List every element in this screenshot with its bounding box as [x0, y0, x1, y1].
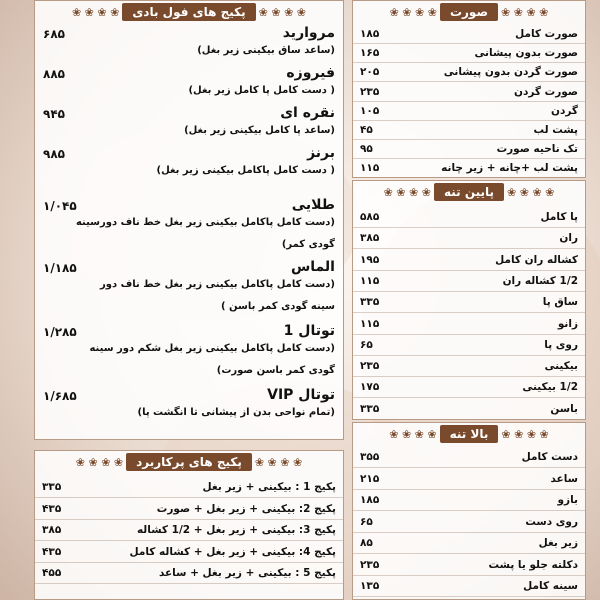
item-price: ۱۹۵: [360, 253, 380, 266]
upper-body-panel: [352, 422, 586, 600]
price-row: [353, 490, 585, 511]
package-name: توتال 1: [283, 323, 335, 339]
package-description: گودی کمر): [281, 239, 335, 250]
item-label: سینه کامل: [523, 580, 578, 592]
item-label: صورت کامل: [515, 28, 578, 40]
price-row: [353, 335, 585, 356]
item-label: بازو: [557, 494, 578, 506]
item-price: ۴۵۵: [42, 567, 62, 579]
price-row: [353, 533, 585, 554]
price-row: [353, 250, 585, 271]
flower-ornament-icon: ❀ ❀ ❀ ❀: [389, 427, 437, 441]
item-price: ۳۸۵: [360, 232, 380, 245]
item-label: پشت لب: [533, 124, 578, 136]
item-price: ۴۳۵: [42, 545, 62, 558]
item-price: ۲۳۵: [360, 360, 380, 373]
package-name: الماس: [290, 259, 335, 275]
item-label: پکیج 2: بیکینی + زیر بغل + صورت: [156, 502, 336, 515]
item-label: کشاله ران کامل: [495, 253, 578, 266]
package-name: فیروزه: [286, 65, 335, 81]
package-description: سینه گودی کمر باسن ): [220, 301, 335, 312]
price-row: [35, 542, 343, 563]
item-price: ۳۸۵: [42, 524, 62, 536]
item-label: روی دست: [525, 515, 578, 528]
section-title: صورت: [440, 3, 498, 21]
item-price: ۱۶۵: [360, 47, 380, 60]
flower-ornament-icon: ❀ ❀ ❀ ❀: [501, 5, 549, 19]
flower-ornament-icon: ❀ ❀ ❀ ❀: [501, 427, 549, 441]
item-label: دست کامل: [521, 451, 578, 463]
price-row: [35, 563, 343, 584]
item-price: ۸۵: [360, 537, 373, 549]
price-row: [353, 292, 585, 313]
price-row: [353, 44, 585, 63]
package-name: توتال VIP: [267, 387, 335, 403]
item-price: ۵۸۵: [360, 211, 380, 223]
item-price: ۱۱۵: [360, 317, 380, 330]
lower-body-header: [353, 181, 585, 203]
item-label: پکیج 5 : بیکینی + زیر بغل + ساعد: [158, 567, 336, 579]
flower-ornament-icon: ❀ ❀ ❀ ❀: [254, 455, 303, 469]
package-description: (تمام نواحی بدن از پیشانی تا انگشت پا): [137, 407, 335, 418]
package-description: گودی کمر باسن صورت): [216, 365, 335, 376]
item-price: ۱۰۵: [360, 104, 380, 117]
package-name: برنز: [307, 145, 335, 161]
package-description: ( دست کامل پاکامل بیکینی زیر بغل): [156, 165, 335, 176]
package-description: (دست کامل پاکامل بیکینی زیر بغل خط ناف دورسینه: [75, 217, 335, 228]
price-row: [35, 499, 343, 520]
package-description: (ساعد ساق بیکینی زیر بغل): [197, 45, 335, 56]
item-price: ۱۸۵: [360, 28, 380, 40]
price-row: [35, 477, 343, 498]
item-price: ۴۳۵: [42, 502, 62, 515]
item-label: زانو: [557, 317, 578, 330]
full-body-header: [35, 1, 343, 23]
price-row: [35, 520, 343, 541]
item-price: ۱۸۵: [360, 494, 380, 506]
item-price: ۲۳۵: [360, 558, 380, 571]
item-price: ۲۱۵: [360, 472, 380, 485]
item-label: پشت لب +چانه + زیر چانه: [441, 162, 578, 175]
item-price: ۴۵: [360, 124, 373, 136]
flower-ornament-icon: ❀ ❀ ❀ ❀: [71, 5, 120, 19]
item-price: ۳۳۵: [360, 402, 380, 415]
package-price: ۱/۰۴۵: [43, 199, 77, 213]
price-row: [353, 356, 585, 377]
item-price: ۱۱۵: [360, 274, 380, 287]
package-price: ۱/۲۸۵: [43, 325, 77, 339]
item-label: گردن: [551, 104, 578, 117]
item-label: زیر بغل: [538, 537, 578, 549]
full-body-packages-panel: [34, 0, 344, 440]
flower-ornament-icon: ❀ ❀ ❀ ❀: [383, 185, 431, 199]
item-label: تک ناحیه صورت: [496, 143, 578, 156]
package-price: ۱/۱۸۵: [43, 261, 77, 275]
package-price: ۱/۶۸۵: [43, 389, 77, 403]
popular-header: [35, 451, 343, 473]
flower-ornament-icon: ❀ ❀ ❀ ❀: [75, 455, 124, 469]
flower-ornament-icon: ❀ ❀ ❀ ❀: [507, 185, 555, 199]
item-price: ۹۵: [360, 143, 373, 156]
lower-body-panel: [352, 180, 586, 420]
item-label: 1/2 بیکینی: [522, 381, 578, 394]
price-row: [353, 555, 585, 576]
item-price: ۲۳۵: [360, 85, 380, 98]
item-price: ۱۷۵: [360, 381, 380, 394]
section-title: بالا تنه: [440, 425, 499, 443]
item-label: ساعد: [550, 472, 578, 485]
package-price: ۸۸۵: [43, 67, 65, 81]
item-label: روی پا: [544, 338, 578, 351]
item-label: پکیج 4: بیکینی + زیر بغل + کشاله کامل: [129, 545, 336, 558]
price-row: [353, 83, 585, 102]
item-label: ساق پا: [542, 296, 578, 309]
item-label: بیکینی: [544, 360, 578, 373]
price-row: [353, 121, 585, 140]
price-row: [353, 512, 585, 533]
package-price: ۹۴۵: [43, 107, 65, 121]
item-price: ۱۱۵: [360, 162, 380, 175]
item-price: ۶۵: [360, 515, 373, 528]
package-price: ۶۸۵: [43, 27, 65, 41]
package-price: ۹۸۵: [43, 147, 65, 161]
item-label: پکیج 3: بیکینی + زیر بغل + 1/2 کشاله: [136, 524, 336, 536]
face-panel: [352, 0, 586, 178]
price-row: [353, 102, 585, 121]
item-price: ۲۰۵: [360, 66, 380, 79]
item-price: ۱۳۵: [360, 580, 380, 592]
price-row: [353, 377, 585, 398]
item-label: پکیج 1 : بیکینی + زیر بغل: [202, 481, 336, 493]
item-price: ۳۵۵: [360, 451, 380, 463]
popular-packages-panel: [34, 450, 344, 600]
section-title: پکیج های پرکاربرد: [126, 453, 252, 471]
package-description: (دست کامل پاکامل بیکینی زیر بغل خط ناف دور: [100, 279, 335, 290]
flower-ornament-icon: ❀ ❀ ❀ ❀: [389, 5, 437, 19]
flower-ornament-icon: ❀ ❀ ❀ ❀: [258, 5, 307, 19]
package-name: نقره ای: [280, 105, 335, 121]
price-row: [353, 228, 585, 249]
price-row: [353, 140, 585, 159]
package-description: ( دست کامل پا کامل زیر بغل): [188, 85, 335, 96]
item-price: ۳۳۵: [360, 296, 380, 309]
price-row: [353, 314, 585, 335]
item-price: ۶۵: [360, 338, 373, 351]
price-row: [353, 207, 585, 228]
item-label: صورت گردن: [514, 85, 578, 98]
section-title: پکیج های فول بادی: [122, 3, 255, 21]
item-label: صورت بدون پیشانی: [474, 47, 578, 60]
face-header: [353, 1, 585, 23]
package-description: (دست کامل پاکامل بیکینی زیر بغل شکم دور سینه: [89, 343, 335, 354]
price-row: [353, 271, 585, 292]
package-description: (ساعد پا کامل بیکینی زیر بغل): [184, 125, 335, 136]
upper-body-header: [353, 423, 585, 445]
price-row: [353, 469, 585, 490]
item-price: ۳۳۵: [42, 481, 62, 493]
item-label: باسن: [550, 402, 578, 415]
price-row: [353, 399, 585, 420]
item-label: 1/2 کشاله ران: [502, 274, 578, 287]
item-label: صورت گردن بدون پیشانی: [443, 66, 578, 79]
item-label: دکلته جلو یا پشت: [488, 558, 578, 571]
price-row: [353, 63, 585, 82]
item-label: ران: [559, 232, 578, 245]
price-row: [353, 159, 585, 178]
price-row: [353, 576, 585, 597]
price-row: [353, 447, 585, 468]
section-title: پایین تنه: [434, 183, 504, 201]
item-label: پا کامل: [540, 211, 578, 223]
package-name: مروارید: [282, 25, 335, 41]
package-name: طلایی: [291, 197, 335, 213]
price-row: [353, 25, 585, 44]
